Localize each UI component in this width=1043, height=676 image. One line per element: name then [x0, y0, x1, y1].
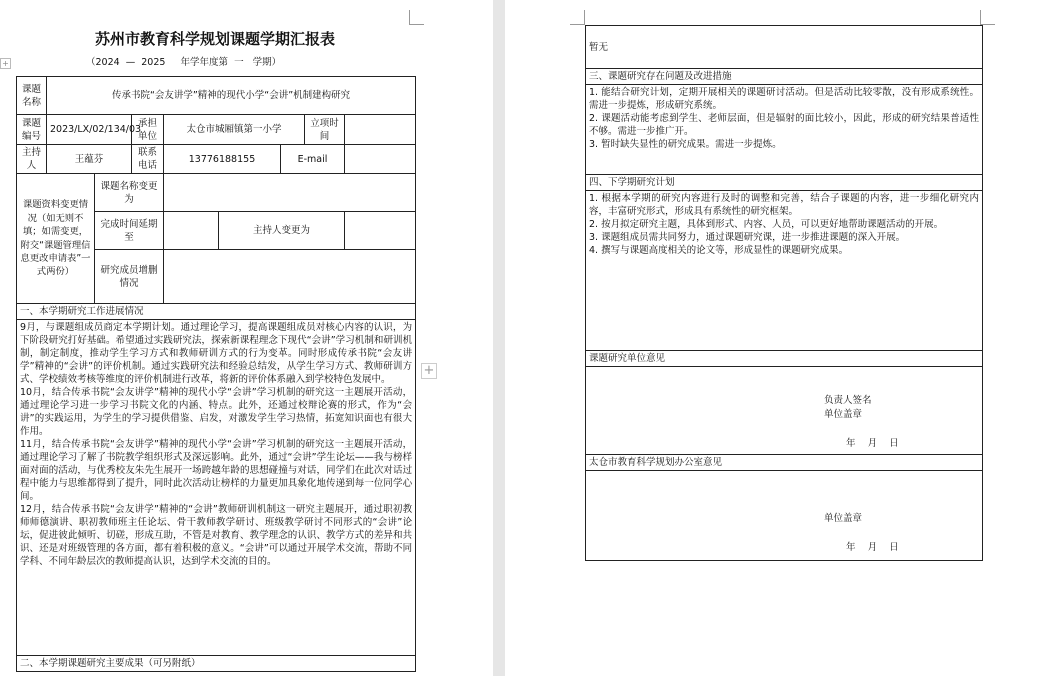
section-1-content[interactable] [17, 320, 416, 656]
issue-item: 1. 能结合研究计划，定期开展相关的课题研讨活动。但是活动比较零散，没有形成系统性。需进一步提炼，形成研究系统。 [589, 87, 979, 111]
label-extend-time: 完成时间延期至 [95, 212, 164, 250]
page-title: 苏州市教育科学规划课题学期汇报表 [95, 30, 336, 48]
signer-label: 负责人签名 [824, 395, 872, 406]
undertaking-unit-value[interactable]: 太仓市城厢镇第一小学 [164, 115, 305, 145]
page-subtitle: （2024 — 2025 年学年度第 一 学期） [86, 57, 282, 68]
project-no-value[interactable]: 2023/LX/02/134/03 [47, 115, 132, 145]
progress-paragraph: 11月，结合传承书院“会友讲学”精神的现代小学“会讲”学习机制的研究这一主题展开活动，通过理论学习了解了书院教学组织形式及深远影响。此外，通过“会讲”学生论坛——我与榜样面对面的活动，与优秀校友朱先生展开一场跨越年龄的思想碰撞与对话，同学们在此次对话过程中能力与思维都得到了提升，同时此次活动让榜样的力量更加具象化地传递到每一位同学心间。 [20, 439, 413, 502]
label-project-name: 课题名称 [17, 77, 47, 115]
issue-item: 2. 课题活动能考虑到学生、老师层面，但是辐射的面比较小，因此，形成的研究结果普适性不够。需进一步推广开。 [589, 113, 979, 137]
label-host: 主持人 [17, 145, 47, 174]
report-table-continued [585, 25, 983, 561]
add-row-plus-icon[interactable]: + [421, 363, 437, 379]
change-name-value[interactable] [164, 174, 416, 212]
approval-time-value[interactable] [345, 115, 416, 145]
label-change-host: 主持人变更为 [219, 212, 345, 250]
extend-time-value[interactable] [164, 212, 219, 250]
label-change-name: 课题名称变更为 [95, 174, 164, 212]
label-members-change: 研究成员增删情况 [95, 250, 164, 304]
plan-item: 3. 课题组成员需共同努力，通过课题研究课，进一步推进课题的深入开展。 [589, 232, 906, 243]
issue-item: 3. 暂时缺失显性的研究成果。需进一步提炼。 [589, 139, 782, 150]
label-approval-time: 立项时间 [305, 115, 345, 145]
label-project-no: 课题编号 [17, 115, 47, 145]
label-change-info: 课题资料变更情况（如无则不填；如需变更，附交“课题管理信息更改申请表”一式两份） [17, 174, 95, 304]
corner-mark [570, 10, 585, 25]
change-host-value[interactable] [345, 212, 416, 250]
progress-paragraph: 9月，与课题组成员商定本学期计划。通过理论学习，提高课题组成员对核心内容的认识，为下阶段研究打好基础。希望通过实践研究法，探索新课程理念下现代“会讲”学习机制和研训机制，制定制度，推动学生学习方式和教师研训方式的行为变革。同时形成传承书院“会友讲学”精神的“会讲”的评价机制。通过实践研究法和经验总结发，从学生学习方式、教师研训方式、学校绩效考核等维度的评价机制进行改革，将新的评价体系融入到学校特色发展中。 [20, 322, 413, 385]
section-1-title: 一、本学期研究工作进展情况 [17, 304, 416, 320]
label-contact-phone: 联系电话 [132, 145, 164, 174]
label-email: E-mail [281, 145, 345, 174]
section-4-content[interactable] [586, 191, 983, 351]
section-2-title: 二、本学期课题研究主要成果（可另附纸） [17, 656, 416, 672]
project-name-value[interactable]: 传承书院“会友讲学”精神的现代小学“会讲”机制建构研究 [47, 77, 416, 115]
progress-paragraph: 12月，结合传承书院“会友讲学”精神的“会讲”教师研训机制这一研究主题展开，通过职初教师师德演讲、职初教师班主任论坛、骨干教师教学研讨、班级教学研讨不同形式的“会讲”论坛，促进彼此倾听、切磋，形成互助，不管是对教育、教学理念的认识、教学方式的差异和共识、还是对班级管理的各方面，都有着积极的意义。“会讲”可以通过开展学术交流，帮助不同学科、不同年龄层次的教师提高认识，达到学术交流的目的。 [20, 504, 413, 567]
unit-opinion-content[interactable] [586, 367, 983, 455]
office-opinion-content[interactable] [586, 471, 983, 561]
plan-item: 2. 按月拟定研究主题，具体到形式、内容、人员，可以更好地帮助课题活动的开展。 [589, 219, 944, 230]
achievements-content[interactable]: 暂无 [586, 26, 983, 69]
host-value[interactable]: 王蕴芬 [47, 145, 132, 174]
plan-item: 1. 根据本学期的研究内容进行及时的调整和完善，结合子课题的内容，进一步细化研究内容，丰富研究形式，形成具有系统性的研究框架。 [589, 193, 979, 217]
plan-item: 4. 撰写与课题高度相关的论文等，形成显性的课题研究成果。 [589, 245, 849, 256]
section-3-content[interactable] [586, 85, 983, 175]
table-move-handle[interactable]: + [0, 58, 11, 69]
unit-stamp-label: 单位盖章 [824, 409, 863, 420]
members-change-value[interactable] [164, 250, 416, 304]
page-gutter [493, 0, 505, 676]
email-value[interactable] [345, 145, 416, 174]
progress-paragraph: 10月，结合传承书院“会友讲学”精神的现代小学“会讲”学习机制的研究这一主题展开活动，通过理论学习进一步学习书院文化的内涵、特点。此外，还通过校辩论赛的形式，作为“会讲”的实践运用，为学生的学习提供借鉴、启发，对激发学生学习热情，拓宽知识面也有很大作用。 [20, 387, 413, 437]
office-date-label: 年 月 日 [846, 542, 899, 553]
label-undertaking-unit: 承担单位 [132, 115, 164, 145]
office-opinion-title: 太仓市教育科学规划办公室意见 [586, 455, 983, 471]
corner-mark [409, 10, 424, 25]
section-4-title: 四、下学期研究计划 [586, 175, 983, 191]
corner-mark [980, 10, 995, 25]
section-3-title: 三、课题研究存在问题及改进措施 [586, 69, 983, 85]
unit-opinion-title: 课题研究单位意见 [586, 351, 983, 367]
contact-phone-value[interactable]: 13776188155 [164, 145, 281, 174]
unit-date-label: 年 月 日 [846, 438, 899, 449]
report-table [16, 76, 416, 672]
office-stamp-label: 单位盖章 [824, 513, 863, 524]
